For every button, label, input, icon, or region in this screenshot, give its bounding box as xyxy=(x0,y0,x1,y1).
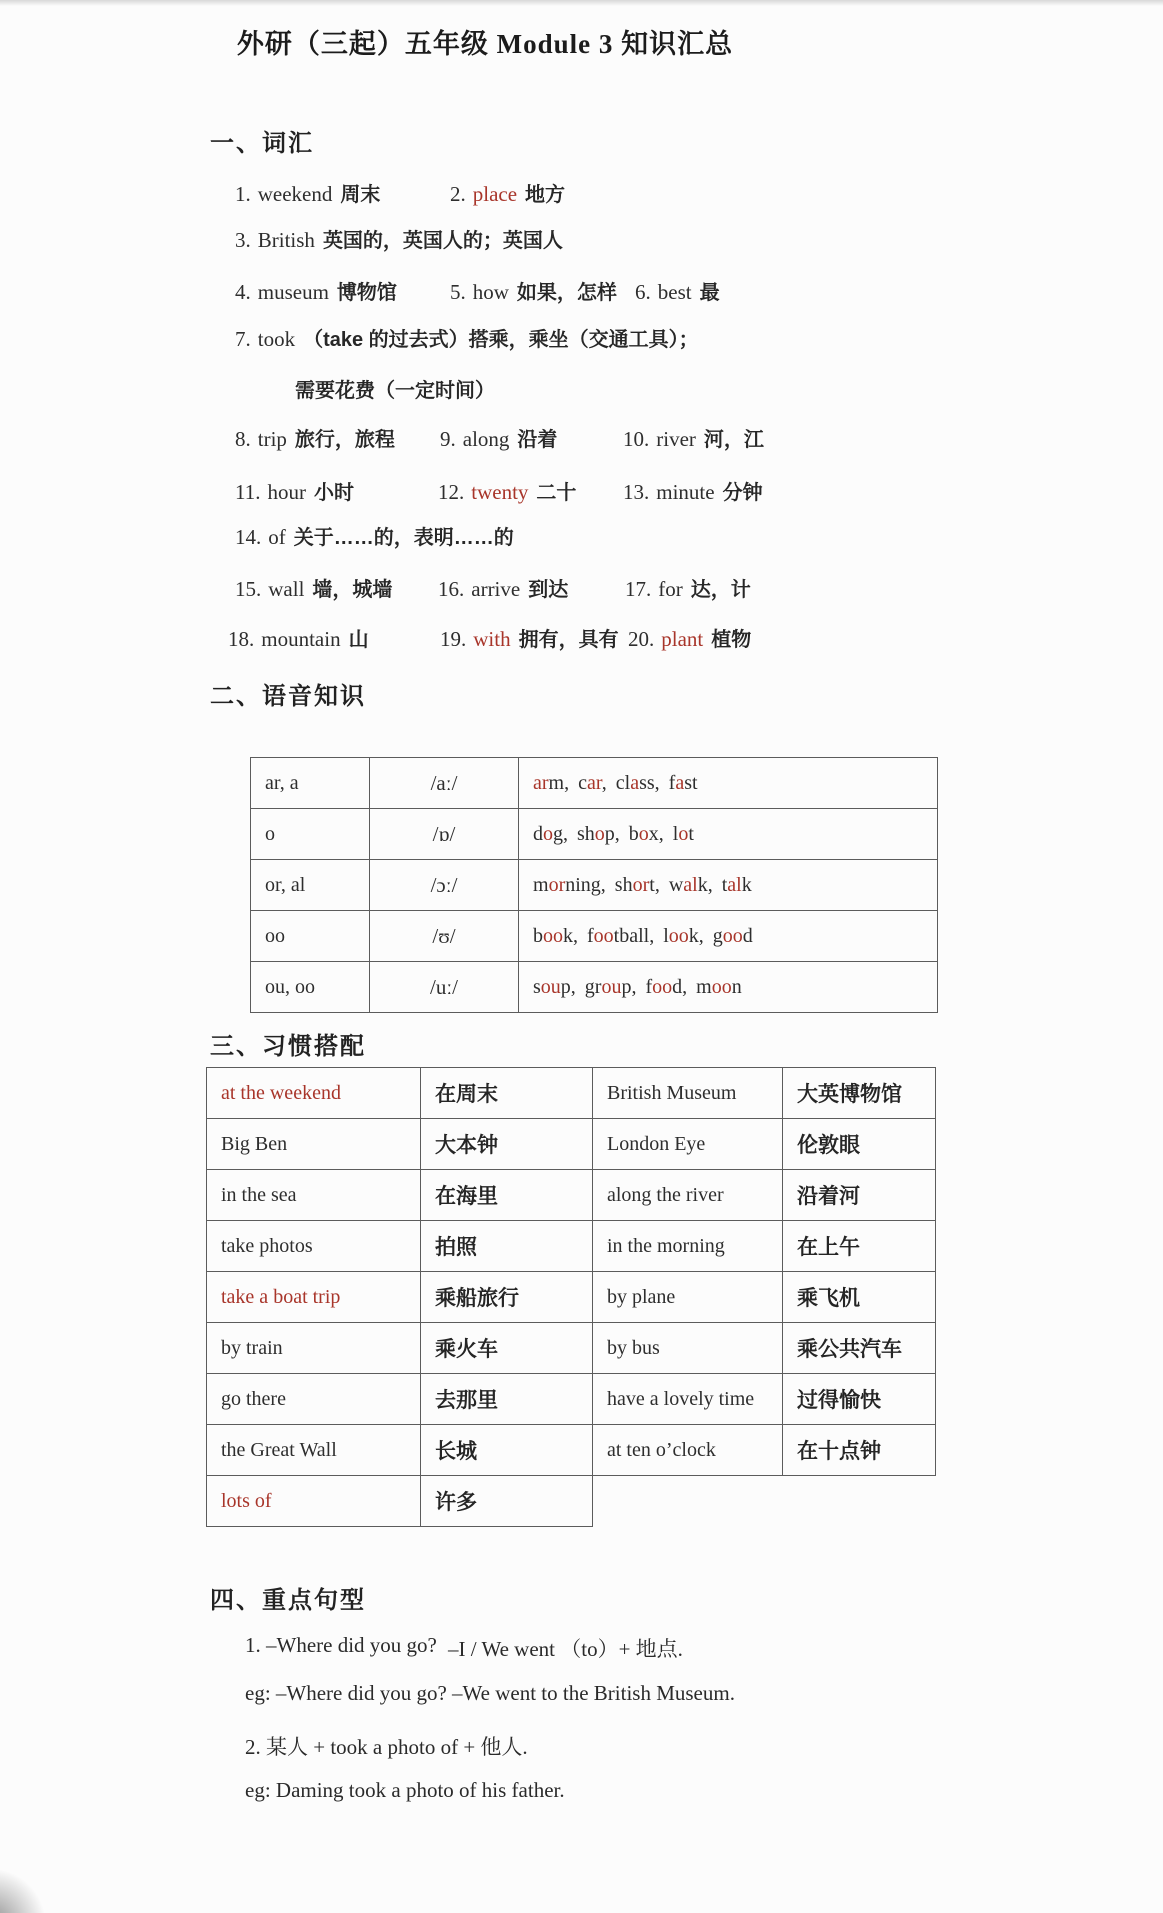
examples-cell xyxy=(519,860,938,911)
phonics-word xyxy=(533,823,568,845)
page-top-edge xyxy=(0,0,1163,6)
vocab-word: with xyxy=(473,627,511,651)
letter-segment: l xyxy=(663,924,669,947)
vocab-translation: 地方 xyxy=(525,184,566,206)
colloc-en-cell: have a lovely time xyxy=(593,1374,783,1425)
letter-segment: g, xyxy=(553,822,568,845)
colloc-zh-cell: 在周末 xyxy=(421,1068,593,1119)
letter-segment: t, xyxy=(649,873,660,896)
vocab-item xyxy=(440,423,557,452)
colloc-zh-cell: 在上午 xyxy=(783,1221,936,1272)
vocab-item xyxy=(450,276,617,305)
pattern-question: 1. –Where did you go? xyxy=(245,1633,437,1657)
colloc-en-cell: in the morning xyxy=(593,1221,783,1272)
colloc-en-cell: London Eye xyxy=(593,1119,783,1170)
letter-segment: w xyxy=(668,873,684,896)
letter-segment-highlight: al xyxy=(727,873,742,896)
letter-segment: f xyxy=(587,924,594,947)
phonics-table xyxy=(250,757,938,1013)
vocab-number: 7. xyxy=(235,327,251,351)
colloc-en-cell: along the river xyxy=(593,1170,783,1221)
letter-segment: c xyxy=(578,771,587,794)
phonics-row xyxy=(251,860,938,911)
examples-cell xyxy=(519,758,938,809)
vocab-word: mountain xyxy=(261,627,341,651)
vocab-word: minute xyxy=(656,480,715,504)
phonics-word xyxy=(615,874,660,896)
pattern-answer: –I / We went （to）+ 地点. xyxy=(448,1637,683,1661)
vocab-item xyxy=(235,276,397,305)
vocab-translation: 到达 xyxy=(528,579,569,601)
phoneme-cell: /ʊ/ xyxy=(370,911,519,962)
vocab-item xyxy=(228,623,369,652)
vocab-item xyxy=(628,623,751,652)
vocab-number: 4. xyxy=(235,280,251,304)
phonics-word xyxy=(629,823,664,845)
vocab-number: 15. xyxy=(235,577,262,601)
vocab-translation: 河，江 xyxy=(703,429,764,451)
vocab-number: 6. xyxy=(635,280,651,304)
vocab-translation: 英国的，英国人的；英国人 xyxy=(322,230,563,252)
letter-segment: t xyxy=(721,873,728,896)
section-heading-vocab: 一、词汇 xyxy=(210,130,314,157)
vocab-item xyxy=(625,573,751,602)
letter-segment: b xyxy=(628,822,639,845)
letter-segment: sh xyxy=(614,873,633,896)
colloc-en-cell: British Museum xyxy=(593,1068,783,1119)
phonics-row xyxy=(251,911,938,962)
letter-segment: f xyxy=(645,975,653,998)
colloc-en-cell: in the sea xyxy=(207,1170,421,1221)
colloc-en-cell: lots of xyxy=(207,1476,421,1527)
vocab-word: river xyxy=(656,427,696,451)
letter-segment-highlight: o xyxy=(543,822,553,845)
letter-segment-highlight: a xyxy=(675,771,685,794)
vocab-number: 3. xyxy=(235,228,251,252)
letter-segment: , xyxy=(601,771,607,794)
colloc-en-cell: Big Ben xyxy=(207,1119,421,1170)
collocation-row xyxy=(207,1425,936,1476)
vocab-number: 14. xyxy=(235,525,262,549)
vocab-item xyxy=(235,521,514,550)
colloc-zh-cell: 在十点钟 xyxy=(783,1425,936,1476)
vocab-item xyxy=(235,476,354,505)
vocab-number: 2. xyxy=(450,182,466,206)
colloc-zh-cell: 伦敦眼 xyxy=(783,1119,936,1170)
letter-segment: k, xyxy=(688,924,704,947)
phoneme-cell: /ɔː/ xyxy=(370,860,519,911)
vocab-word: how xyxy=(472,280,509,304)
phonics-row xyxy=(251,962,938,1013)
letter-segment-highlight: ar xyxy=(587,771,602,794)
colloc-zh-cell: 在海里 xyxy=(421,1170,593,1221)
vocab-item xyxy=(438,476,576,505)
letters-cell: ou, oo xyxy=(251,962,370,1013)
colloc-zh-cell: 沿着河 xyxy=(783,1170,936,1221)
collocation-row xyxy=(207,1476,936,1527)
colloc-en-cell: at the weekend xyxy=(207,1068,421,1119)
vocab-word: weekend xyxy=(257,182,333,206)
letter-segment: tball, xyxy=(613,924,655,947)
letter-segment: m, xyxy=(548,771,570,794)
vocab-number: 10. xyxy=(623,427,650,451)
vocab-word: museum xyxy=(257,280,329,304)
phonics-word xyxy=(587,925,654,947)
vocab-number: 8. xyxy=(235,427,251,451)
vocab-word: hour xyxy=(267,480,306,504)
vocab-item xyxy=(235,224,563,253)
letter-segment: s xyxy=(533,975,541,998)
letter-segment-highlight: al xyxy=(683,873,698,896)
letter-segment: n xyxy=(731,975,742,998)
vocab-word: arrive xyxy=(471,577,521,601)
collocation-row xyxy=(207,1323,936,1374)
letter-segment: b xyxy=(533,924,543,947)
pattern-question: eg: –Where did you go? xyxy=(245,1681,447,1705)
vocab-item-continuation xyxy=(287,374,495,403)
vocab-number: 18. xyxy=(228,627,255,651)
phonics-word xyxy=(669,772,698,794)
colloc-zh-cell: 拍照 xyxy=(421,1221,593,1272)
phonics-word xyxy=(669,874,713,896)
letter-segment-highlight: or xyxy=(632,873,650,896)
colloc-en-cell: at ten o’clock xyxy=(593,1425,783,1476)
vocab-word: along xyxy=(462,427,510,451)
vocab-item xyxy=(623,423,764,452)
vocab-translation: 周末 xyxy=(340,184,381,206)
collocation-row xyxy=(207,1119,936,1170)
vocab-word: wall xyxy=(268,577,305,601)
letter-segment-highlight: oo xyxy=(593,924,614,947)
phonics-word xyxy=(616,772,660,794)
vocab-number: 11. xyxy=(235,480,261,504)
colloc-zh-cell: 许多 xyxy=(421,1476,593,1527)
vocab-translation: 达，计 xyxy=(690,579,751,601)
vocab-number: 19. xyxy=(440,627,467,651)
vocab-translation: 博物馆 xyxy=(336,282,397,304)
colloc-zh-cell: 长城 xyxy=(421,1425,593,1476)
vocab-number: 9. xyxy=(440,427,456,451)
section-heading-collocations: 三、习惯搭配 xyxy=(210,1033,366,1060)
letter-segment: gr xyxy=(584,975,602,998)
letter-segment: p, xyxy=(604,822,620,845)
vocab-item xyxy=(235,573,392,602)
colloc-zh-cell: 乘火车 xyxy=(421,1323,593,1374)
letter-segment: m xyxy=(696,975,712,998)
vocab-translation: 旅行，旅程 xyxy=(294,429,395,451)
examples-cell xyxy=(519,962,938,1013)
vocab-translation: 分钟 xyxy=(722,482,763,504)
letter-segment: p, xyxy=(621,975,637,998)
letter-segment: p, xyxy=(560,975,576,998)
vocab-word: best xyxy=(657,280,692,304)
empty-cell xyxy=(783,1476,936,1527)
letters-cell: o xyxy=(251,809,370,860)
letter-segment: ning, xyxy=(565,873,606,896)
phonics-word xyxy=(722,874,752,896)
letter-segment-highlight: oo xyxy=(543,924,563,947)
letter-segment-highlight: ar xyxy=(533,771,549,794)
phonics-row xyxy=(251,758,938,809)
page-title: 外研（三起）五年级 Module 3 知识汇总 xyxy=(236,29,734,59)
colloc-en-cell: take photos xyxy=(207,1221,421,1272)
vocab-translation: 关于……的，表明……的 xyxy=(293,527,514,549)
pattern-line xyxy=(0,1633,1163,1663)
letter-segment: k, xyxy=(563,924,578,947)
letter-segment-highlight: o xyxy=(594,822,605,845)
colloc-en-cell: by bus xyxy=(593,1323,783,1374)
colloc-zh-cell: 大本钟 xyxy=(421,1119,593,1170)
colloc-zh-cell: 过得愉快 xyxy=(783,1374,936,1425)
colloc-en-cell: take a boat trip xyxy=(207,1272,421,1323)
phonics-word xyxy=(533,874,606,896)
vocab-translation: 如果，怎样 xyxy=(516,282,617,304)
vocab-item xyxy=(235,423,395,452)
vocab-item xyxy=(438,573,568,602)
vocab-translation: 墙，城墙 xyxy=(312,579,393,601)
vocab-word: of xyxy=(268,525,286,549)
vocab-word: for xyxy=(658,577,683,601)
pattern-answer: –We went to the British Museum. xyxy=(452,1681,735,1705)
letter-segment: k xyxy=(741,873,752,896)
colloc-zh-cell: 大英博物馆 xyxy=(783,1068,936,1119)
letter-segment: k, xyxy=(697,873,713,896)
vocab-translation: 山 xyxy=(348,629,369,651)
phonics-word xyxy=(577,823,620,845)
letter-segment-highlight: oo xyxy=(652,975,673,998)
phonics-word xyxy=(645,976,687,998)
letter-segment: t xyxy=(688,822,694,845)
vocab-item xyxy=(440,623,619,652)
vocab-translation: 拥有，具有 xyxy=(518,629,619,651)
vocab-translation: 植物 xyxy=(711,629,752,651)
letter-segment: d xyxy=(742,924,753,947)
letter-segment: m xyxy=(533,873,549,896)
phoneme-cell: /uː/ xyxy=(370,962,519,1013)
letter-segment: ss, xyxy=(639,771,660,794)
vocab-number: 5. xyxy=(450,280,466,304)
letter-segment-highlight: o xyxy=(638,822,649,845)
phoneme-cell: /ɒ/ xyxy=(370,809,519,860)
vocab-number: 17. xyxy=(625,577,652,601)
section-heading-patterns: 四、重点句型 xyxy=(210,1587,366,1614)
letter-segment: cl xyxy=(615,771,631,794)
photo-corner-shadow xyxy=(0,1865,58,1913)
colloc-zh-cell: 去那里 xyxy=(421,1374,593,1425)
vocab-translation: 沿着 xyxy=(517,429,558,451)
vocab-translation: （take 的过去式）搭乘，乘坐（交通工具）； xyxy=(303,329,699,351)
collocation-row xyxy=(207,1221,936,1272)
phonics-word xyxy=(663,925,704,947)
vocab-number: 12. xyxy=(438,480,465,504)
vocab-word: twenty xyxy=(471,480,529,504)
letters-cell: oo xyxy=(251,911,370,962)
vocab-item xyxy=(235,178,380,207)
pattern-example-line xyxy=(0,1681,1163,1711)
letter-segment-highlight: oo xyxy=(722,924,743,947)
collocation-row xyxy=(207,1374,936,1425)
vocab-item xyxy=(635,276,720,305)
pattern-line xyxy=(0,1731,1163,1761)
phoneme-cell: /aː/ xyxy=(370,758,519,809)
colloc-en-cell: by plane xyxy=(593,1272,783,1323)
letter-segment-highlight: oo xyxy=(668,924,689,947)
colloc-en-cell: go there xyxy=(207,1374,421,1425)
letter-segment: sh xyxy=(577,822,595,845)
letters-cell: ar, a xyxy=(251,758,370,809)
letter-segment-highlight: ou xyxy=(540,975,561,998)
vocab-item xyxy=(450,178,565,207)
vocab-item xyxy=(235,323,699,352)
letter-segment-highlight: oo xyxy=(711,975,732,998)
letter-segment: l xyxy=(672,822,679,845)
colloc-en-cell: by train xyxy=(207,1323,421,1374)
pattern-text: eg: Daming took a photo of his father. xyxy=(245,1778,565,1802)
section-heading-phonics: 二、语音知识 xyxy=(210,683,366,710)
vocab-word: British xyxy=(257,228,315,252)
letter-segment-highlight: o xyxy=(678,822,689,845)
vocab-translation: 最 xyxy=(699,282,720,304)
letter-segment: f xyxy=(668,771,676,794)
examples-cell xyxy=(519,911,938,962)
empty-cell xyxy=(593,1476,783,1527)
collocations-table xyxy=(206,1067,936,1527)
letter-segment: x, xyxy=(648,822,664,845)
pattern-example-line xyxy=(0,1778,1163,1808)
vocab-word: place xyxy=(472,182,518,206)
vocab-number: 20. xyxy=(628,627,655,651)
phonics-word xyxy=(585,976,637,998)
vocab-number: 13. xyxy=(623,480,650,504)
letter-segment: st xyxy=(684,771,698,794)
colloc-zh-cell: 乘飞机 xyxy=(783,1272,936,1323)
vocab-translation: 小时 xyxy=(313,482,354,504)
vocab-item xyxy=(623,476,763,505)
vocab-number: 1. xyxy=(235,182,251,206)
phonics-word xyxy=(713,925,753,947)
letters-cell: or, al xyxy=(251,860,370,911)
letter-segment: g xyxy=(712,924,723,947)
vocab-word: took xyxy=(257,327,296,351)
colloc-en-cell: the Great Wall xyxy=(207,1425,421,1476)
letter-segment-highlight: a xyxy=(630,771,640,794)
letter-segment: d, xyxy=(672,975,688,998)
phonics-word xyxy=(696,976,742,998)
vocab-translation: 二十 xyxy=(536,482,577,504)
pattern-text: 2. 某人 + took a photo of + 他人. xyxy=(245,1735,528,1759)
vocab-translation: 需要花费（一定时间） xyxy=(295,380,495,402)
phonics-word xyxy=(533,925,578,947)
letter-segment: d xyxy=(533,822,543,845)
phonics-word xyxy=(533,772,569,794)
phonics-word xyxy=(673,823,694,845)
colloc-zh-cell: 乘公共汽车 xyxy=(783,1323,936,1374)
phonics-row xyxy=(251,809,938,860)
letter-segment-highlight: or xyxy=(548,873,566,896)
vocab-number: 16. xyxy=(438,577,465,601)
collocation-row xyxy=(207,1068,936,1119)
collocation-row xyxy=(207,1272,936,1323)
vocab-word: plant xyxy=(661,627,704,651)
vocab-word: trip xyxy=(257,427,287,451)
examples-cell xyxy=(519,809,938,860)
collocation-row xyxy=(207,1170,936,1221)
phonics-word xyxy=(533,976,576,998)
colloc-zh-cell: 乘船旅行 xyxy=(421,1272,593,1323)
phonics-word xyxy=(578,772,607,794)
letter-segment-highlight: ou xyxy=(601,975,622,998)
